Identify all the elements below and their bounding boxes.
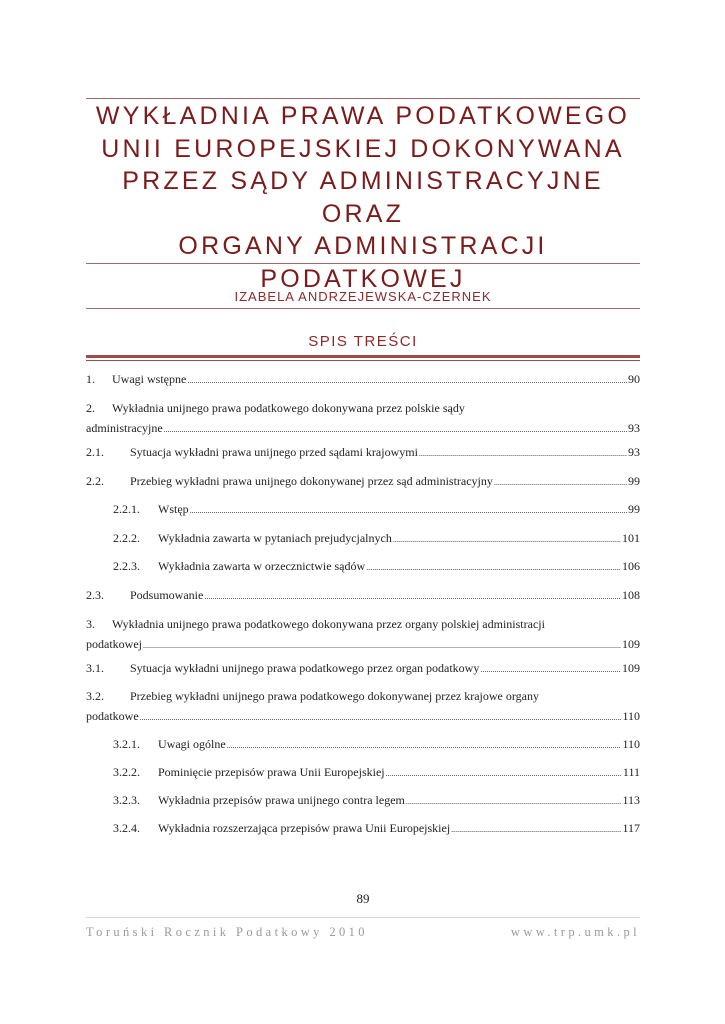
title-line: WYKŁADNIA PRAWA PODATKOWEGO bbox=[95, 102, 631, 130]
toc-entry-title: administracyjne bbox=[86, 421, 163, 435]
footer-rule bbox=[86, 917, 640, 918]
toc-leader-dots bbox=[366, 556, 621, 578]
toc-entry[interactable] bbox=[86, 398, 640, 440]
toc-entry-number: 3.2.1. bbox=[113, 737, 140, 751]
title-line: PODATKOWEJ bbox=[260, 264, 466, 293]
toc-entry-page: 106 bbox=[622, 559, 640, 573]
toc-entry-page: 111 bbox=[622, 765, 640, 779]
toc-entry[interactable] bbox=[86, 369, 640, 391]
toc-entry[interactable] bbox=[113, 734, 640, 756]
toc-entry-number: 3.2.3. bbox=[113, 793, 140, 807]
toc-leader-dots bbox=[190, 499, 627, 521]
toc-leader-dots bbox=[143, 634, 621, 656]
title-line: UNII EUROPEJSKIEJ DOKONYWANA bbox=[101, 134, 625, 163]
title-bottom-rule bbox=[86, 263, 640, 264]
toc-leader-dots bbox=[204, 585, 621, 607]
toc-entry-page: 117 bbox=[622, 821, 640, 835]
toc-leader-dots bbox=[140, 706, 622, 728]
toc-leader-dots bbox=[480, 658, 621, 680]
toc-leader-dots bbox=[386, 762, 622, 784]
toc-leader-dots bbox=[451, 818, 621, 840]
toc-leader-dots bbox=[187, 369, 627, 391]
toc-entry-title: Uwagi ogólne bbox=[158, 737, 226, 751]
toc-entry-number: 2.2.2. bbox=[113, 531, 140, 545]
title-line: ORGANY ADMINISTRACJI bbox=[178, 232, 548, 260]
toc-entry[interactable] bbox=[113, 790, 640, 812]
toc-entry[interactable] bbox=[86, 585, 640, 607]
toc-entry[interactable] bbox=[113, 499, 640, 521]
toc-entry-number: 2.3. bbox=[86, 588, 104, 602]
toc-entry-number: 2.1. bbox=[86, 445, 104, 459]
toc-entry-title: Podsumowanie bbox=[130, 588, 204, 602]
toc-entry-number: 1. bbox=[86, 372, 95, 386]
toc-entry-page: 93 bbox=[628, 445, 640, 459]
toc-entry-title-line1: Wykładnia unijnego prawa podatkowego dokonywana przez polskie sądy bbox=[112, 401, 465, 415]
toc-entry-page: 93 bbox=[628, 421, 640, 435]
author-name: IZABELA ANDRZEJEWSKA-CZERNEK bbox=[234, 289, 492, 304]
toc-entry-page: 109 bbox=[622, 637, 640, 651]
toc-entry[interactable] bbox=[86, 442, 640, 464]
toc-leader-dots bbox=[393, 528, 621, 550]
toc-heading-rule bbox=[86, 355, 640, 358]
toc-entry-title: Przebieg wykładni prawa unijnego dokonywanej przez sąd administracyjny bbox=[130, 474, 493, 488]
toc-entry-title: Wykładnia zawarta w pytaniach prejudycjalnych bbox=[158, 531, 392, 545]
toc-entry-page: 110 bbox=[622, 737, 640, 751]
toc-entry[interactable] bbox=[86, 686, 640, 728]
toc-entry-number: 2.2.1. bbox=[113, 502, 140, 516]
toc-entry-title-line1: Przebieg wykładni unijnego prawa podatkowego dokonywanej przez krajowe organy bbox=[130, 689, 539, 703]
author-bottom-rule bbox=[86, 308, 640, 309]
toc-entry-number: 3.1. bbox=[86, 661, 104, 675]
toc-entry[interactable] bbox=[113, 528, 640, 550]
toc-entry-page: 99 bbox=[628, 474, 640, 488]
toc-entry-number: 2.2. bbox=[86, 474, 104, 488]
toc-entry-title: podatkowej bbox=[86, 637, 142, 651]
toc-entry-title: Wykładnia rozszerzająca przepisów prawa Unii Europejskiej bbox=[158, 821, 451, 835]
toc-leader-dots bbox=[164, 418, 627, 440]
toc-entry-title: Sytuacja wykładni unijnego prawa podatkowego przez organ podatkowy bbox=[130, 661, 480, 675]
toc-entry-number: 2. bbox=[86, 401, 95, 415]
toc-entry-page: 99 bbox=[628, 502, 640, 516]
toc-entry-title: podatkowe bbox=[86, 709, 139, 723]
toc-heading-rule-thin bbox=[86, 360, 640, 361]
article-title bbox=[86, 100, 640, 295]
footer-journal-name: Toruński Rocznik Podatkowy 2010 bbox=[86, 925, 368, 939]
toc-heading: SPIS TREŚCI bbox=[308, 333, 418, 350]
toc-entry-number: 3.2.2. bbox=[113, 765, 140, 779]
footer-website[interactable]: www.trp.umk.pl bbox=[510, 925, 640, 939]
toc-entry-page: 113 bbox=[622, 793, 640, 807]
toc-leader-dots bbox=[227, 734, 622, 756]
toc-entry[interactable] bbox=[113, 818, 640, 840]
toc-entry-page: 110 bbox=[622, 709, 640, 723]
page-footer bbox=[86, 925, 640, 940]
toc-entry[interactable] bbox=[86, 471, 640, 493]
toc-entry-page: 109 bbox=[622, 661, 640, 675]
toc-entry-title: Wykładnia zawarta w orzecznictwie sądów bbox=[158, 559, 366, 573]
toc-entry-number: 3.2.4. bbox=[113, 821, 140, 835]
toc-entry-title: Uwagi wstępne bbox=[112, 372, 187, 386]
toc-entry-number: 3. bbox=[86, 617, 95, 631]
page-number: 89 bbox=[356, 891, 370, 906]
toc-entry-number: 3.2. bbox=[86, 689, 104, 703]
title-top-rule bbox=[86, 98, 640, 99]
toc-leader-dots bbox=[406, 790, 622, 812]
toc-entry[interactable] bbox=[113, 556, 640, 578]
toc-entry-page: 101 bbox=[622, 531, 640, 545]
toc-leader-dots bbox=[494, 471, 627, 493]
toc-entry-title-line1: Wykładnia unijnego prawa podatkowego dokonywana przez organy polskiej administracji bbox=[112, 617, 545, 631]
toc-entry-title: Pominięcie przepisów prawa Unii Europejskiej bbox=[158, 765, 385, 779]
toc-entry-page: 90 bbox=[628, 372, 640, 386]
toc-leader-dots bbox=[419, 442, 627, 464]
document-page bbox=[86, 0, 640, 1024]
toc-entry-title: Sytuacja wykładni prawa unijnego przed sądami krajowymi bbox=[130, 445, 418, 459]
toc-entry-page: 108 bbox=[622, 588, 640, 602]
toc-entry-title: Wykładnia przepisów prawa unijnego contra legem bbox=[158, 793, 405, 807]
title-line: PRZEZ SĄDY ADMINISTRACYJNE ORAZ bbox=[122, 167, 604, 228]
toc-entry-number: 2.2.3. bbox=[113, 559, 140, 573]
toc-entry-title: Wstęp bbox=[158, 502, 189, 516]
toc-entry[interactable] bbox=[113, 762, 640, 784]
toc-entry[interactable] bbox=[86, 658, 640, 680]
toc-entry[interactable] bbox=[86, 614, 640, 656]
